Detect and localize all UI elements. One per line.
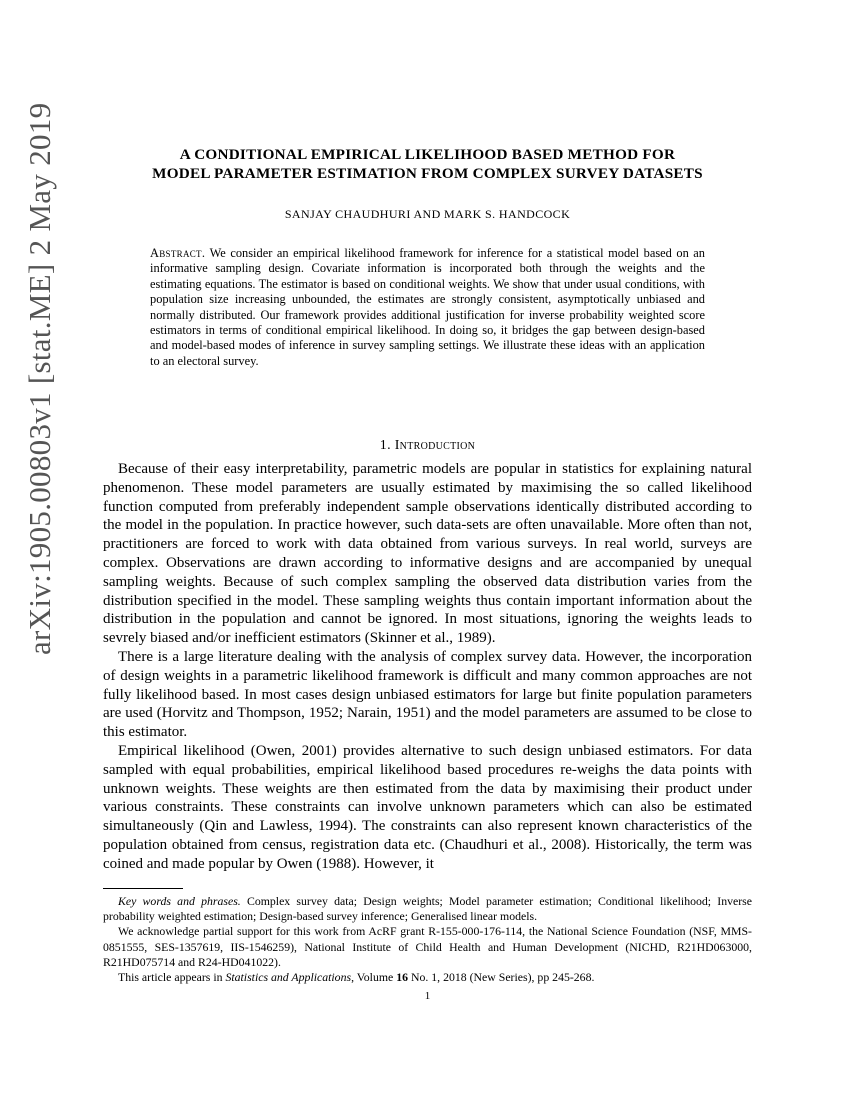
abstract-text: We consider an empirical likelihood framework for inference for a statistical model based on an informative sampling design. Covariate information is incorporated both through the weights and the estimating equations. The estimator is based on conditional weights. We show that under usual conditions, with population size increasing unbounded, the estimates are strongly consistent, asymptotically unbiased and normally distributed. Our framework provides additional justification for inverse probability weighted score estimators in terms of conditional empirical likelihood. In doing so, it bridges the gap between design-based and model-based modes of inference in survey sampling settings. We illustrate these ideas with an application to an electoral survey.: [150, 246, 706, 368]
title-line-2: MODEL PARAMETER ESTIMATION FROM COMPLEX SURVEY DATASETS: [152, 165, 703, 182]
abstract-label: Abstract.: [150, 246, 206, 260]
volume-number: 16: [396, 970, 408, 985]
title-line-1: A CONDITIONAL EMPIRICAL LIKELIHOOD BASED METHOD FOR: [179, 146, 676, 163]
publication-prefix: This article appears in: [118, 970, 223, 985]
footnote-keywords: [103, 894, 752, 924]
paragraph: Empirical likelihood (Owen, 2001) provides alternative to such design unbiased estimators. For data sampled with equal probabilities, empirical likelihood based procedures re-weighs the data points with unknown weights. These weights are then estimated from the data by maximising their product under various constraints. These constraints can involve unknown parameters which can also be estimated simultaneously (Qin and Lawless, 1994). The constraints can also represent known characteristics of the population obtained from census, registration data etc. (Chaudhuri et al., 2008). Historically, the term was coined and made popular by Owen (1988). However, it: [103, 742, 752, 872]
paragraph: There is a large literature dealing with the analysis of complex survey data. However, the incorporation of design weights in a parametric likelihood framework is difficult and many common approaches are not fully likelihood based. In most cases design unbiased estimators for large but finite population parameters are used (Horvitz and Thompson, 1952; Narain, 1951) and the model parameters are assumed to be close to this estimator.: [103, 648, 752, 741]
arxiv-identifier: arXiv:1905.00803v1 [stat.ME] 2 May 2019: [22, 102, 57, 655]
keywords-text: Complex survey data; Design weights; Model parameter estimation; Conditional likelihood; Inverse probability weighted estimation; Design-based survey inference; Generalised linear models.: [103, 894, 752, 924]
volume-prefix: , Volume: [351, 970, 394, 985]
footnote-acknowledgement: We acknowledge partial support for this work from AcRF grant R-155-000-176-114, the National Science Foundation (NSF, MMS-0851555, SES-1357619, IIS-1546259), National Institute of Child Health and Human Development (NICHD, R21HD063000, R21HD075714 and R24-HD041022).: [103, 924, 752, 969]
page-number: 1: [424, 990, 431, 1002]
keywords-label: Key words and phrases.: [118, 894, 241, 908]
footnotes: [103, 894, 752, 985]
section-heading: [103, 438, 752, 454]
footnote-publication: [103, 970, 752, 985]
section-number: 1.: [379, 438, 391, 453]
body-text: [103, 460, 752, 874]
publication-suffix: No. 1, 2018 (New Series), pp 245-268.: [410, 970, 595, 985]
section-title: Introduction: [394, 438, 476, 453]
footnote-divider: [103, 888, 183, 889]
paragraph: Because of their easy interpretability, parametric models are popular in statistics for explaining natural phenomenon. These model parameters are usually estimated by maximising the so called likelihood function computed from preferably independent sample observations identically distributed according to the model in the population. In practice however, such data-sets are often unavailable. More often than not, practitioners are forced to work with data obtained from various surveys. In real world, surveys are complex. Observations are drawn according to informative designs and are accompanied by unequal sampling weights. Because of such complex sampling the observed data distribution varies from the distribution specified in the model. These sampling weights thus contain important information about the distribution in the population and cannot be ignored. In most situations, ignoring the weights leads to sevrely biased and/or inefficient estimators (Skinner et al., 1989).: [103, 461, 752, 647]
abstract: [150, 246, 705, 369]
authors: SANJAY CHAUDHURI AND MARK S. HANDCOCK: [284, 207, 571, 221]
paper-title: [103, 145, 752, 183]
journal-name: Statistics and Applications: [225, 970, 352, 985]
